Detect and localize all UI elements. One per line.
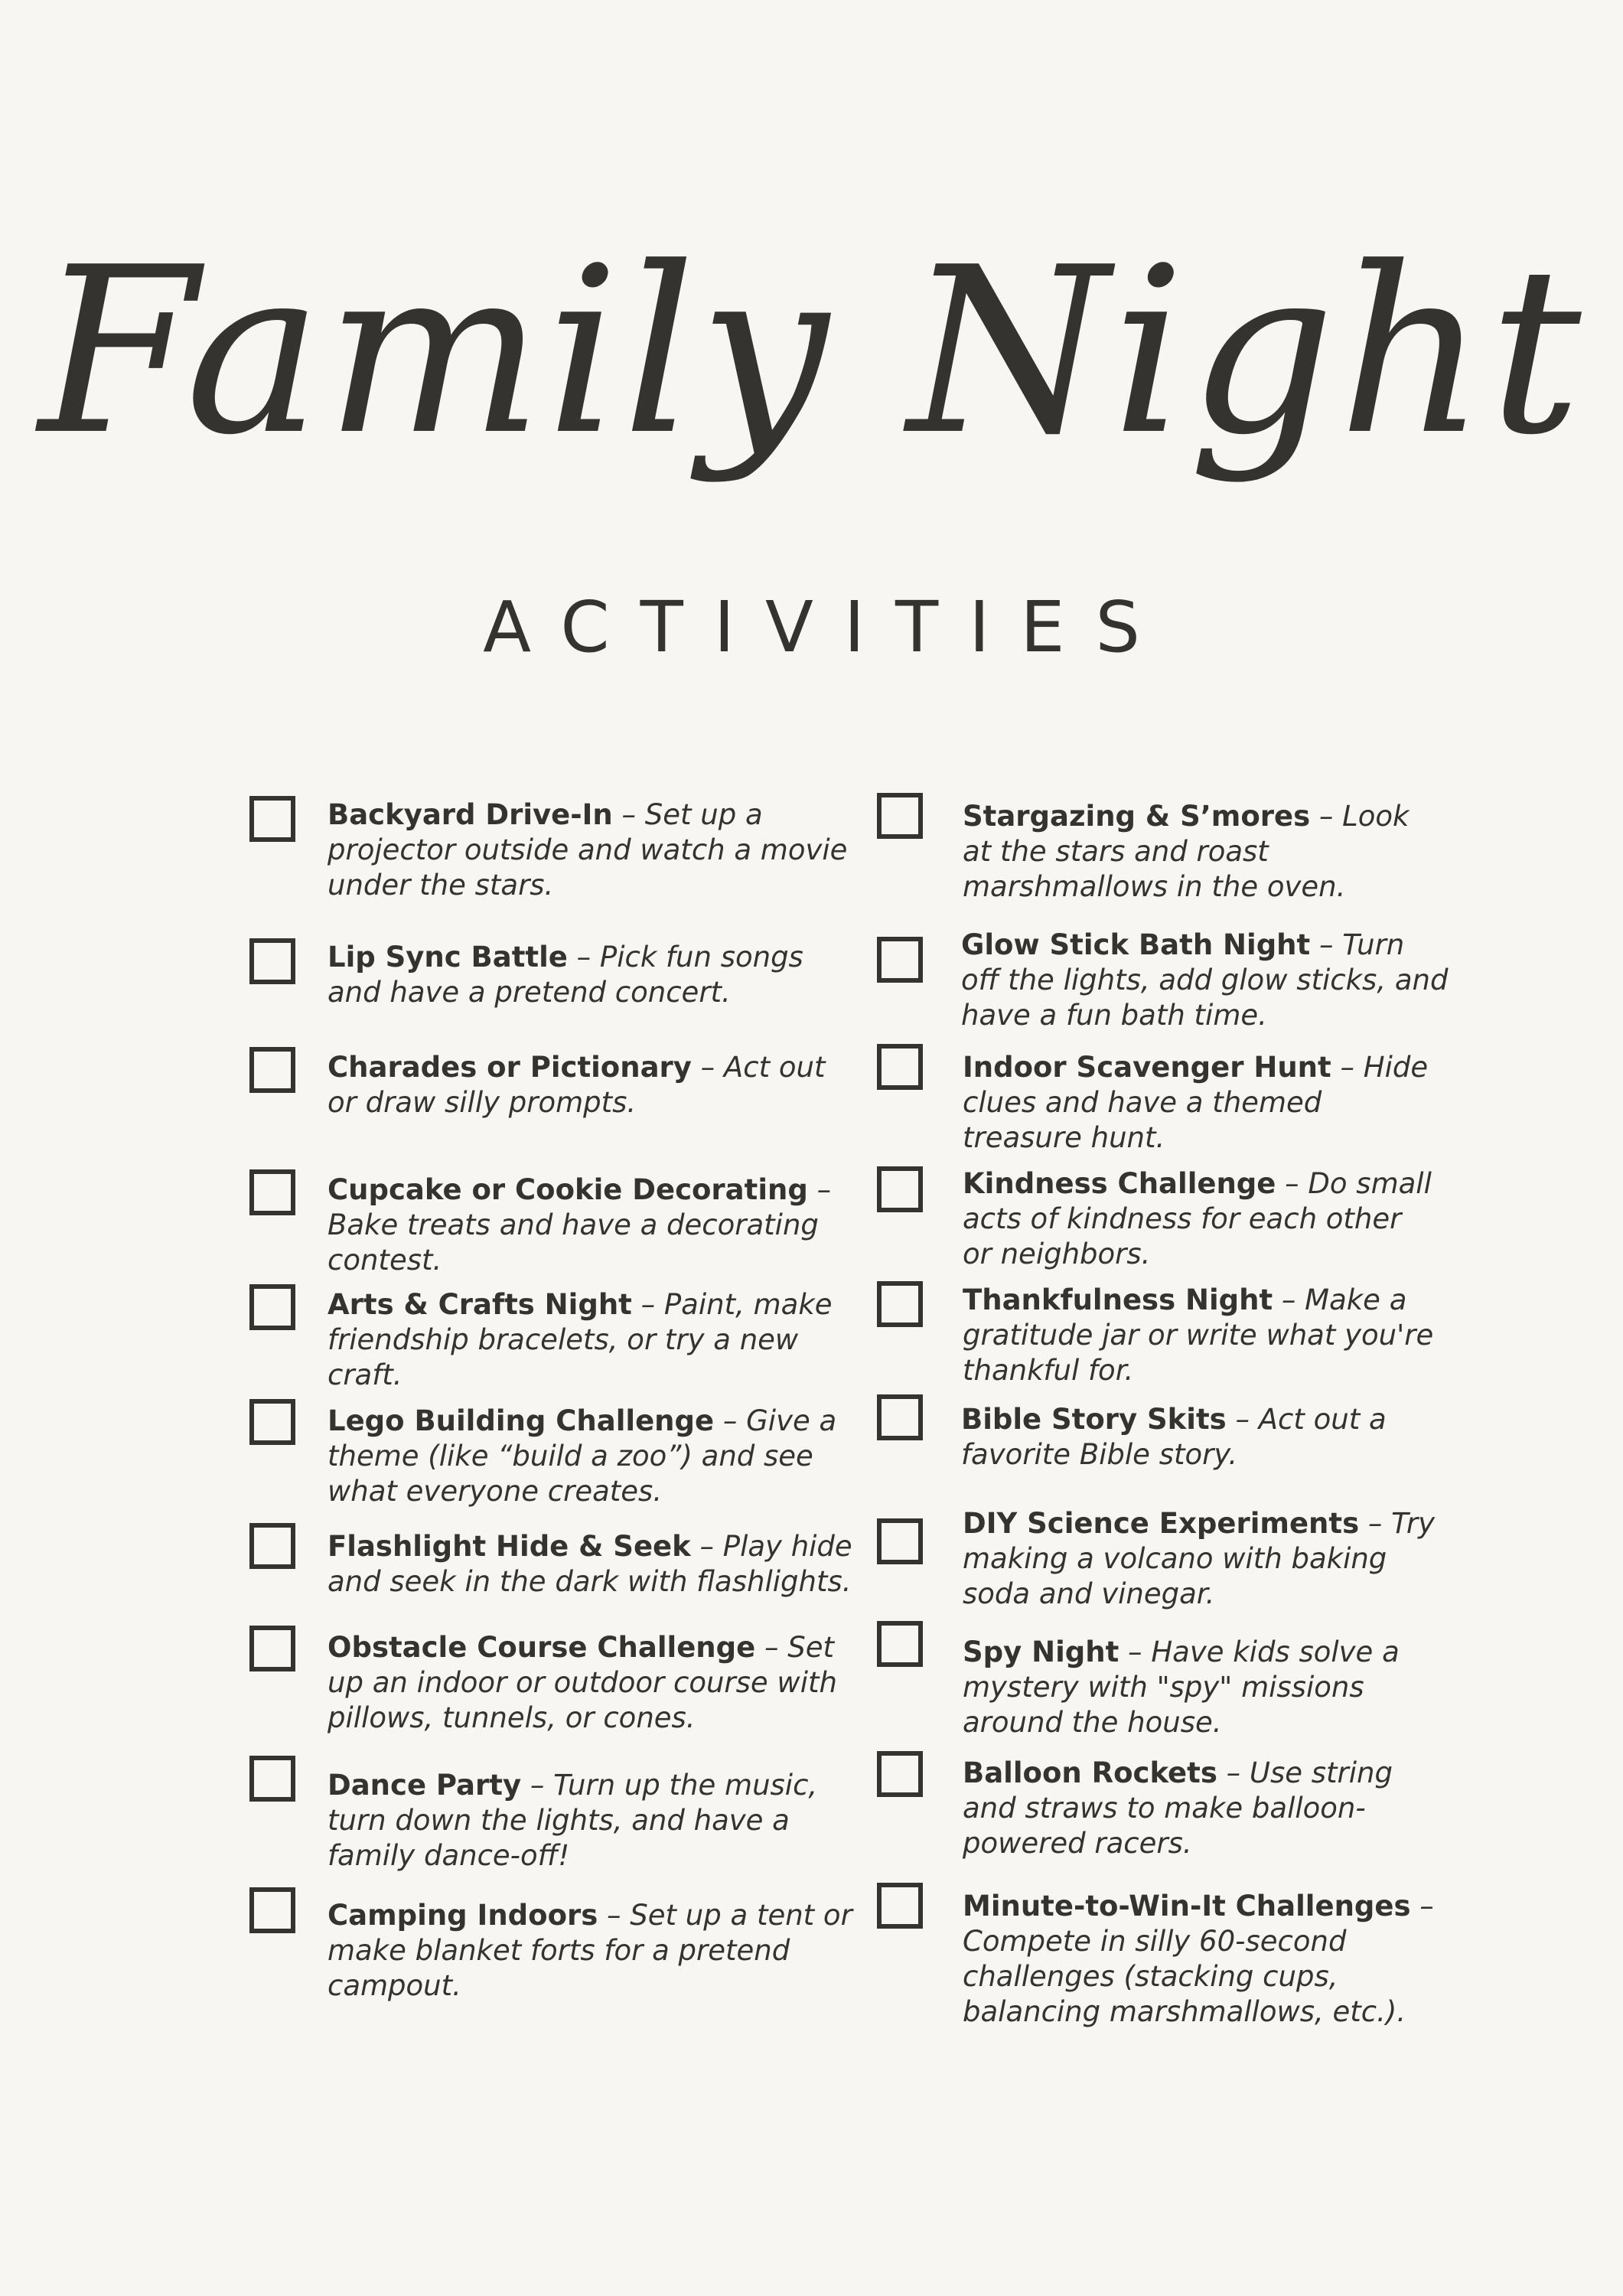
- item-description: – Pick fun songs and have a pretend concert.: [328, 941, 803, 1009]
- checkbox[interactable]: [249, 1887, 295, 1933]
- item-text: [961, 928, 1451, 1033]
- item-description: – Make a gratitude jar or write what you're thankful for.: [963, 1283, 1434, 1387]
- page-title: Family Night: [38, 218, 1585, 485]
- item-name: Flashlight Hide & Seek: [328, 1530, 691, 1563]
- item-description: – Turn up the music, turn down the lights, and have a family dance-off!: [328, 1769, 818, 1872]
- item-name: Cupcake or Cookie Decorating: [328, 1173, 808, 1206]
- checkbox[interactable]: [877, 937, 923, 983]
- item-description: – Give a theme (like “build a zoo”) and see what everyone creates.: [328, 1404, 837, 1508]
- item-text: [963, 1166, 1437, 1272]
- checkbox[interactable]: [249, 796, 295, 842]
- checkbox[interactable]: [877, 1621, 923, 1667]
- item-name: Kindness Challenge: [963, 1167, 1276, 1200]
- item-name: Glow Stick Bath Night: [961, 928, 1311, 961]
- checkbox[interactable]: [877, 1044, 923, 1090]
- item-description: – Set up a projector outside and watch a movie under the stars.: [328, 798, 848, 902]
- item-name: Balloon Rockets: [963, 1756, 1217, 1789]
- item-text: [328, 1172, 863, 1278]
- item-text: [963, 1889, 1452, 2030]
- item-description: – Do small acts of kindness for each other or neighbors.: [963, 1167, 1432, 1270]
- item-name: Stargazing & S’mores: [963, 800, 1311, 833]
- item-description: – Have kids solve a mystery with "spy" missions around the house.: [963, 1636, 1400, 1739]
- item-name: Lego Building Challenge: [328, 1404, 715, 1437]
- checkbox[interactable]: [249, 1399, 295, 1445]
- item-text: [963, 799, 1437, 905]
- item-text: [328, 1287, 871, 1393]
- item-name: Bible Story Skits: [961, 1403, 1227, 1436]
- item-description: – Turn off the lights, add glow sticks, and have a fun bath time.: [961, 928, 1449, 1032]
- item-name: Backyard Drive-In: [328, 798, 613, 831]
- page-subtitle: ACTIVITIES: [483, 586, 1171, 668]
- checkbox[interactable]: [877, 1751, 923, 1797]
- item-description: – Use string and straws to make balloon-powered racers.: [963, 1756, 1393, 1860]
- item-name: Minute-to-Win-It Challenges: [963, 1890, 1411, 1923]
- item-name: Indoor Scavenger Hunt: [963, 1051, 1331, 1084]
- item-text: [328, 1630, 863, 1736]
- item-description: – Play hide and seek in the dark with flashlights.: [328, 1530, 852, 1598]
- item-name: DIY Science Experiments: [963, 1507, 1360, 1540]
- item-description: – Act out or draw silly prompts.: [328, 1051, 826, 1119]
- checkbox[interactable]: [249, 1523, 295, 1569]
- item-description: – Set up a tent or make blanket forts for a pretend campout.: [328, 1899, 852, 2002]
- item-description: – Set up an indoor or outdoor course with pillows, tunnels, or cones.: [328, 1631, 837, 1734]
- checkbox[interactable]: [249, 1047, 295, 1093]
- checkbox[interactable]: [249, 938, 295, 984]
- item-text: [328, 1050, 863, 1120]
- item-text: [963, 1635, 1445, 1740]
- item-text: [328, 1768, 863, 1874]
- item-text: [963, 1756, 1437, 1861]
- checkbox[interactable]: [877, 1166, 923, 1212]
- item-text: [328, 1404, 871, 1509]
- item-description: – Compete in silly 60-second challenges (stacking cups, balancing marshmallows, etc.).: [963, 1890, 1434, 2028]
- item-name: Charades or Pictionary: [328, 1051, 692, 1084]
- checkbox[interactable]: [249, 1169, 295, 1215]
- checkbox[interactable]: [877, 1518, 923, 1564]
- item-text: [328, 797, 871, 903]
- item-name: Arts & Crafts Night: [328, 1288, 632, 1321]
- item-name: Thankfulness Night: [963, 1283, 1273, 1316]
- item-description: – Hide clues and have a themed treasure hunt.: [963, 1051, 1429, 1154]
- item-text: [963, 1506, 1445, 1612]
- checkbox[interactable]: [249, 1756, 295, 1802]
- checkbox[interactable]: [249, 1626, 295, 1671]
- item-name: Lip Sync Battle: [328, 941, 568, 974]
- item-text: [963, 1050, 1437, 1156]
- item-name: Obstacle Course Challenge: [328, 1631, 756, 1664]
- checkbox[interactable]: [877, 1883, 923, 1929]
- item-name: Camping Indoors: [328, 1899, 598, 1932]
- checkbox[interactable]: [249, 1284, 295, 1330]
- item-description: – Act out a favorite Bible story.: [961, 1403, 1387, 1471]
- checkbox[interactable]: [877, 793, 923, 839]
- checkbox[interactable]: [877, 1281, 923, 1327]
- item-text: [328, 1898, 863, 2004]
- checkbox[interactable]: [877, 1394, 923, 1440]
- item-description: – Try making a volcano with baking soda and vinegar.: [963, 1507, 1435, 1610]
- item-name: Spy Night: [963, 1636, 1119, 1668]
- item-text: [961, 1402, 1436, 1473]
- item-description: – Look at the stars and roast marshmallows in the oven.: [963, 800, 1410, 903]
- item-text: [328, 1529, 863, 1600]
- item-text: [963, 1283, 1437, 1388]
- item-name: Dance Party: [328, 1769, 522, 1802]
- item-description: – Paint, make friendship bracelets, or try a new craft.: [328, 1288, 833, 1391]
- item-description: – Bake treats and have a decorating contest.: [328, 1173, 832, 1277]
- item-text: [328, 940, 863, 1010]
